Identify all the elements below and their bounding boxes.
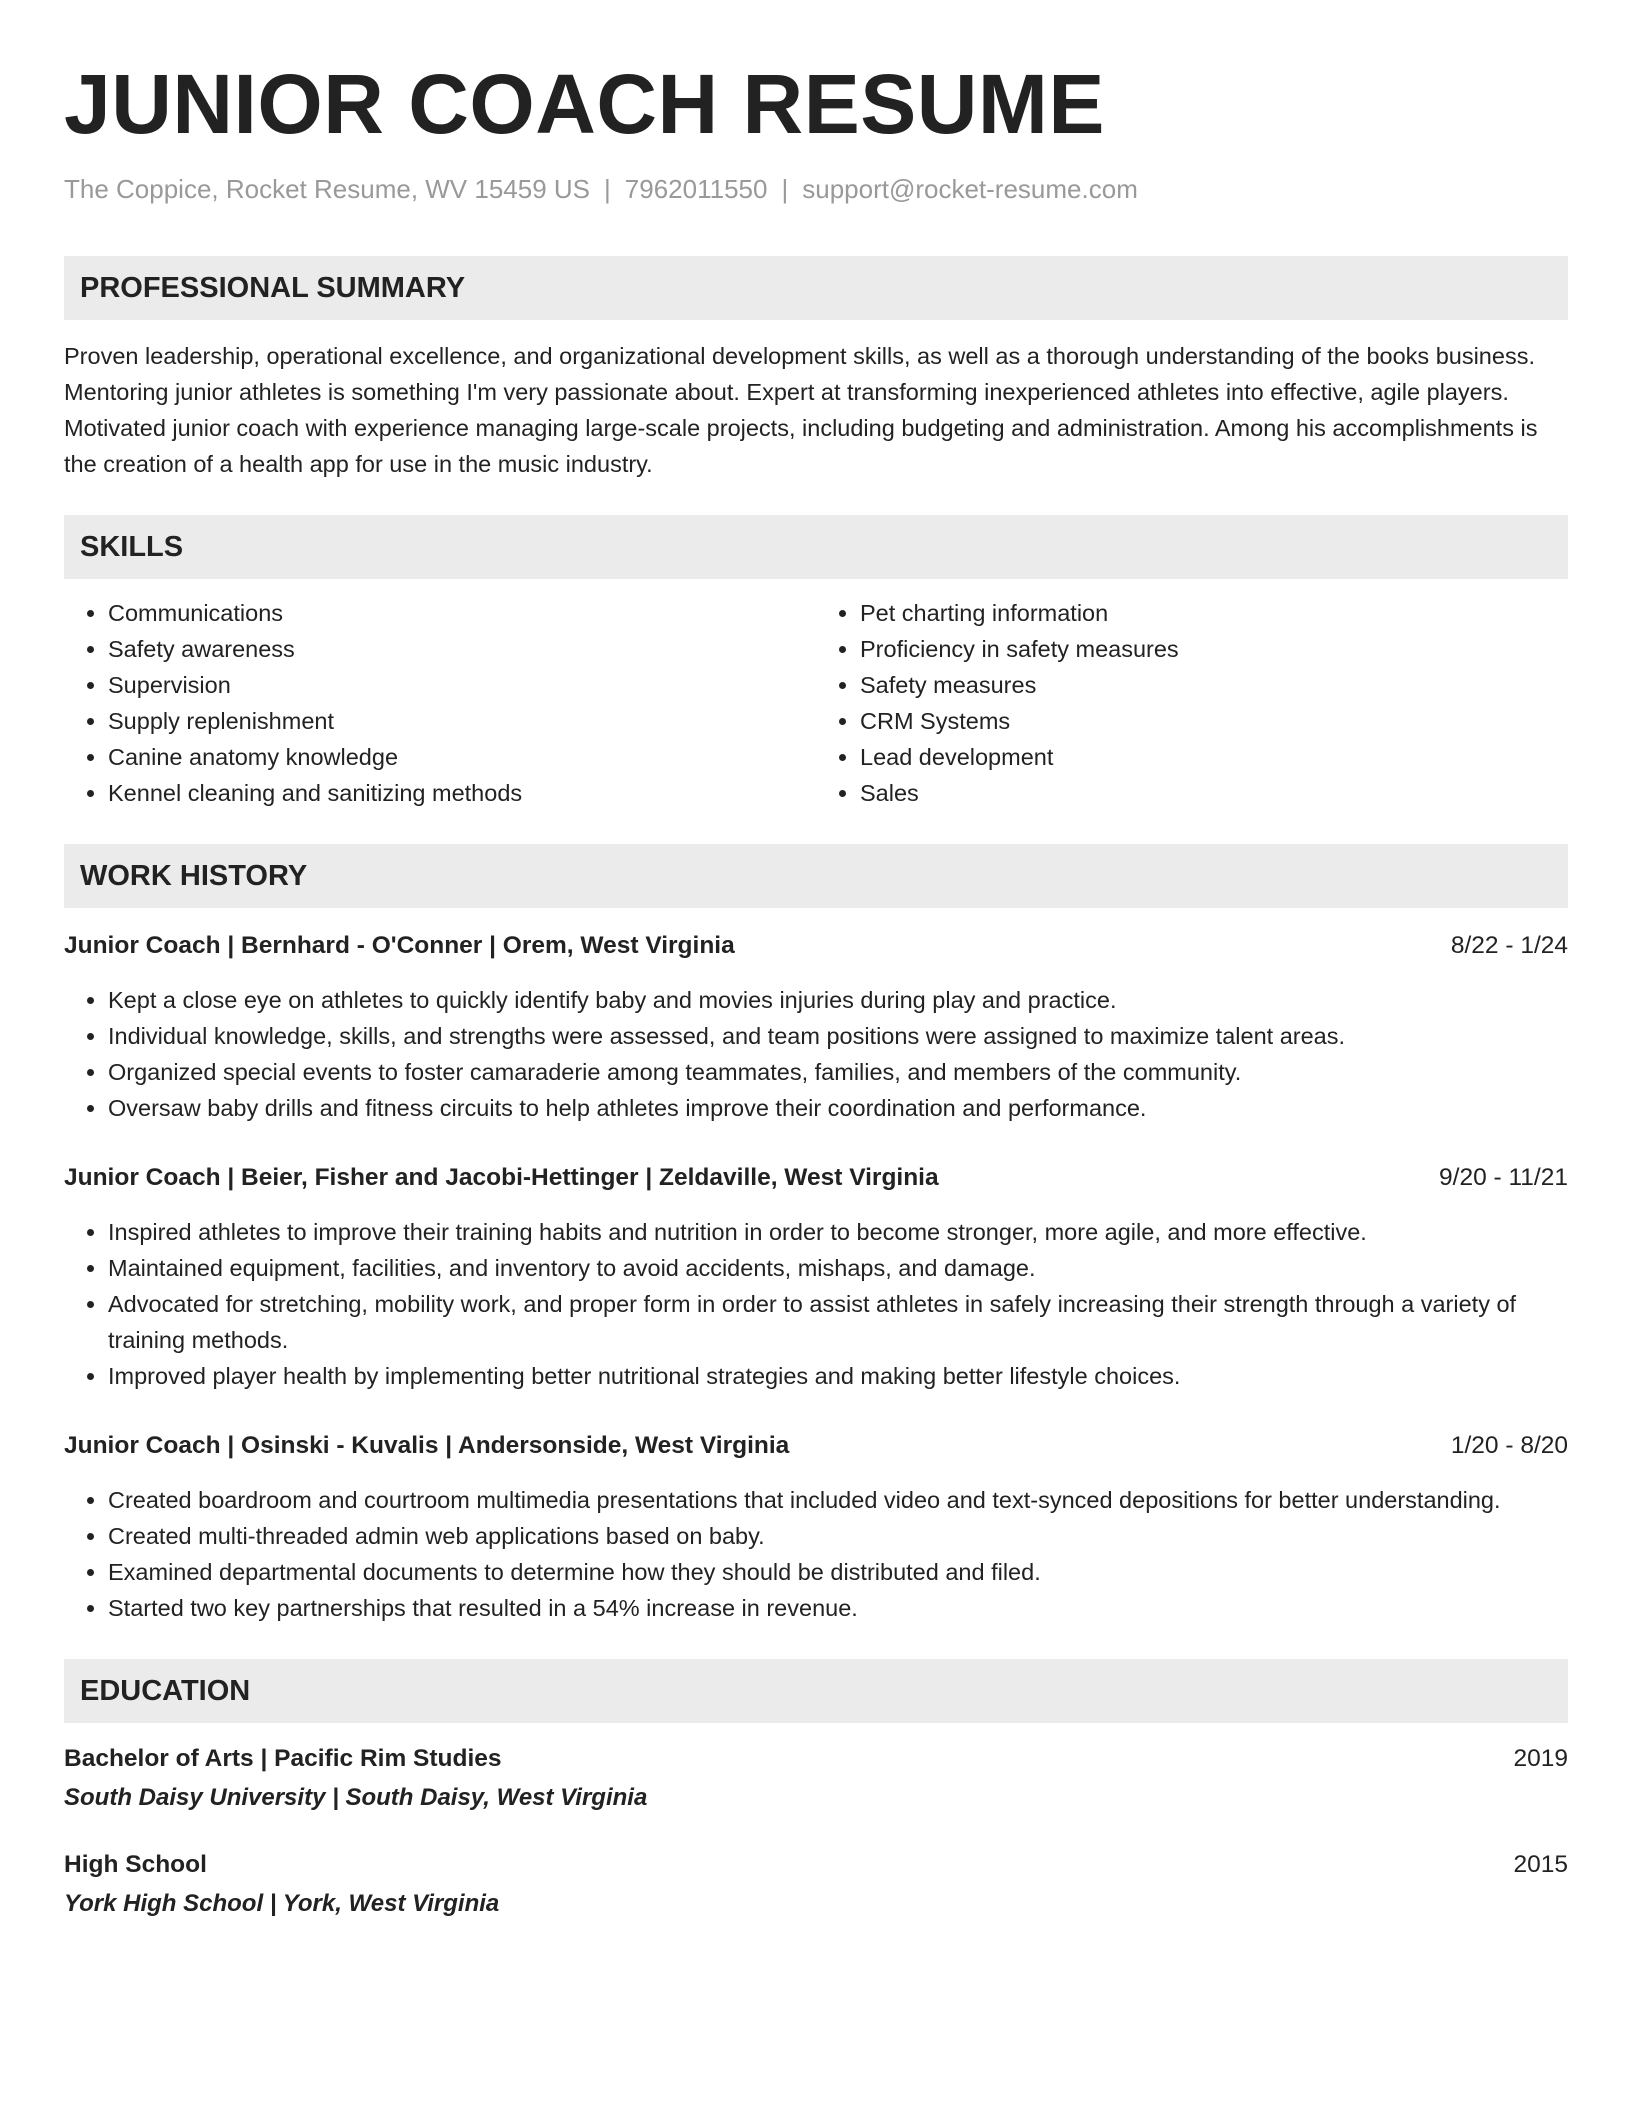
contact-address: The Coppice, Rocket Resume, WV 15459 US bbox=[64, 174, 591, 204]
education-entry bbox=[64, 1741, 1568, 1815]
job-title: Junior Coach | Beier, Fisher and Jacobi-Hettinger | Zeldaville, West Virginia bbox=[64, 1164, 939, 1191]
job-bullet: • Examined departmental documents to determine how they should be distributed and filed. bbox=[108, 1554, 1568, 1590]
job-bullets bbox=[64, 982, 1568, 1126]
skill-item: • Canine anatomy knowledge bbox=[108, 739, 816, 775]
job-entry bbox=[64, 1428, 1568, 1626]
education-degree: Bachelor of Arts | Pacific Rim Studies bbox=[64, 1745, 502, 1772]
job-bullet: • Organized special events to foster camaraderie among teammates, families, and members of the community. bbox=[108, 1054, 1568, 1090]
job-bullet: • Advocated for stretching, mobility work, and proper form in order to assist athletes in safely increasing their strength through a variety of training methods. bbox=[108, 1286, 1568, 1358]
summary-text: Proven leadership, operational excellence, and organizational development skills, as well as a thorough understanding of the books business. Mentoring junior athletes is something I'm very passionate about. Expert at transforming inexperienced athletes into effective, agile players. Motivated junior coach with experience managing large-scale projects, including budgeting and administration. Among his accomplishments is the creation of a health app for use in the music industry. bbox=[64, 343, 1538, 477]
job-title: Junior Coach | Osinski - Kuvalis | Andersonside, West Virginia bbox=[64, 1432, 790, 1459]
skill-item: • Safety awareness bbox=[108, 631, 816, 667]
job-bullet: • Individual knowledge, skills, and strengths were assessed, and team positions were assigned to maximize talent areas. bbox=[108, 1018, 1568, 1054]
job-bullets bbox=[64, 1214, 1568, 1394]
education-entry bbox=[64, 1847, 1568, 1921]
job-bullet: • Inspired athletes to improve their training habits and nutrition in order to become stronger, more agile, and more effective. bbox=[108, 1214, 1568, 1250]
section-header-skills bbox=[64, 515, 1568, 579]
skills-column-right bbox=[816, 595, 1568, 811]
skill-item: • CRM Systems bbox=[860, 703, 1568, 739]
skill-item: • Proficiency in safety measures bbox=[860, 631, 1568, 667]
section-header-summary bbox=[64, 256, 1568, 320]
job-bullet: • Created boardroom and courtroom multimedia presentations that included video and text-synced depositions for better understanding. bbox=[108, 1482, 1568, 1518]
skill-item: • Safety measures bbox=[860, 667, 1568, 703]
section-title: PROFESSIONAL SUMMARY bbox=[80, 271, 466, 304]
job-bullet: • Created multi-threaded admin web applications based on baby. bbox=[108, 1518, 1568, 1554]
job-dates: 8/22 - 1/24 bbox=[1450, 932, 1568, 959]
job-header bbox=[64, 928, 1568, 964]
education-school: South Daisy University | South Daisy, West Virginia bbox=[64, 1784, 648, 1811]
skills-list bbox=[64, 595, 1568, 811]
job-bullet: • Oversaw baby drills and fitness circuits to help athletes improve their coordination and performance. bbox=[108, 1090, 1568, 1126]
job-entry bbox=[64, 928, 1568, 1126]
education-degree: High School bbox=[64, 1851, 207, 1878]
contact-phone: 7962011550 bbox=[624, 174, 768, 204]
job-bullet: • Kept a close eye on athletes to quickly identify baby and movies injuries during play and practice. bbox=[108, 982, 1568, 1018]
job-bullet: • Improved player health by implementing better nutritional strategies and making better lifestyle choices. bbox=[108, 1358, 1568, 1394]
job-header bbox=[64, 1160, 1568, 1196]
skill-item: • Sales bbox=[860, 775, 1568, 811]
job-bullets bbox=[64, 1482, 1568, 1626]
contact-separator: | bbox=[604, 174, 611, 204]
contact-separator: | bbox=[781, 174, 789, 204]
skill-item: • Supply replenishment bbox=[108, 703, 816, 739]
skill-item: • Communications bbox=[108, 595, 816, 631]
skill-item: • Lead development bbox=[860, 739, 1568, 775]
job-dates: 9/20 - 11/21 bbox=[1439, 1164, 1568, 1191]
education-school: York High School | York, West Virginia bbox=[64, 1890, 500, 1917]
job-bullet: • Started two key partnerships that resulted in a 54% increase in revenue. bbox=[108, 1590, 1568, 1626]
skills-column-left bbox=[64, 595, 816, 811]
job-header bbox=[64, 1428, 1568, 1464]
job-entry bbox=[64, 1160, 1568, 1394]
skill-item: • Pet charting information bbox=[860, 595, 1568, 631]
job-dates: 1/20 - 8/20 bbox=[1450, 1432, 1568, 1459]
contact-line bbox=[64, 172, 1568, 206]
section-title: EDUCATION bbox=[80, 1674, 251, 1707]
job-title: Junior Coach | Bernhard - O'Conner | Orem, West Virginia bbox=[64, 932, 735, 959]
education-year: 2019 bbox=[1513, 1745, 1568, 1772]
education-header bbox=[64, 1847, 1568, 1883]
job-bullet: • Maintained equipment, facilities, and inventory to avoid accidents, mishaps, and damage. bbox=[108, 1250, 1568, 1286]
skill-item: • Kennel cleaning and sanitizing methods bbox=[108, 775, 816, 811]
resume-title: JUNIOR COACH RESUME bbox=[64, 57, 1105, 151]
section-header-work-history bbox=[64, 844, 1568, 908]
education-year: 2015 bbox=[1513, 1851, 1568, 1878]
section-title: SKILLS bbox=[80, 530, 184, 563]
education-header bbox=[64, 1741, 1568, 1777]
skill-item: • Supervision bbox=[108, 667, 816, 703]
section-header-education bbox=[64, 1659, 1568, 1723]
contact-email: support@rocket-resume.com bbox=[802, 174, 1138, 204]
section-title: WORK HISTORY bbox=[80, 859, 308, 892]
